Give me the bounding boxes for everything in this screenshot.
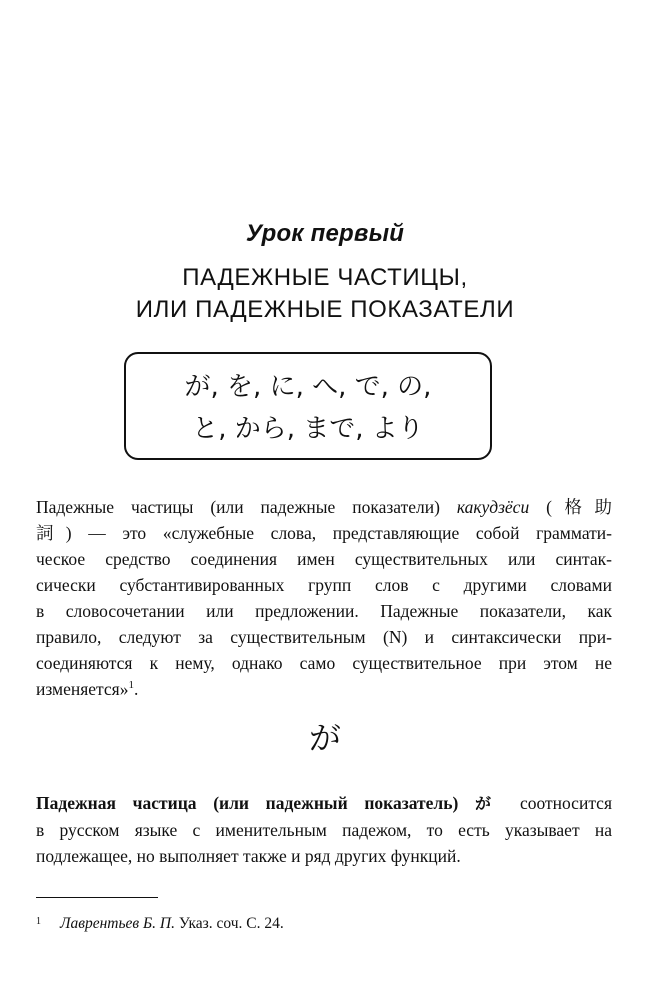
footnote-rule: [36, 897, 158, 898]
intro-line-4: сически субстантивированных групп слов с другими словами: [36, 575, 612, 595]
body-particle: が: [474, 794, 504, 813]
particles-line-1: が, を, に, へ, で, の,: [184, 372, 432, 402]
intro-text: (格助: [529, 497, 612, 517]
intro-line-6: правило, следуют за существительным (N) и синтаксически при-: [36, 627, 612, 647]
section-heading: が: [308, 719, 341, 757]
body-paragraph: [36, 790, 612, 869]
particles-box: [124, 352, 492, 460]
lesson-heading: Урок первый: [245, 220, 405, 247]
intro-line-7: соединяются к нему, однако само существительное при этом не: [36, 653, 612, 673]
intro-line-5: в словосочетании или предложении. Падежные показатели, как: [36, 601, 612, 621]
intro-paragraph: [36, 494, 612, 702]
footnote-author: Лаврентьев Б. П.: [60, 915, 175, 932]
lesson-title-line-1: ПАДЕЖНЫЕ ЧАСТИЦЫ,: [182, 264, 468, 291]
intro-term: какудзёси: [456, 497, 530, 517]
intro-line-2: 詞) — это «служебные слова, представляющие собой граммати-: [36, 523, 612, 543]
particles-line-2: と, から, まで, より: [192, 414, 424, 444]
body-text: соотносится: [503, 793, 612, 813]
footnote-marker: 1: [36, 916, 41, 927]
intro-text: изменяется»: [36, 679, 129, 699]
body-line-2: в русском языке с именительным падежом, то есть указывает на: [36, 820, 612, 840]
lesson-title-line-2: ИЛИ ПАДЕЖНЫЕ ПОКАЗАТЕЛИ: [135, 296, 515, 323]
intro-text: Падежные частицы (или падежные показатели): [36, 497, 457, 517]
intro-line-1: [36, 494, 612, 520]
footnote-ref[interactable]: 1: [128, 679, 134, 692]
body-line-1: [36, 790, 612, 817]
intro-line-8: [36, 676, 612, 702]
body-line-3: подлежащее, но выполняет также и ряд других функций.: [36, 846, 461, 866]
lesson-title: [0, 262, 650, 326]
body-bold-lead: Падежная частица (или падежный показатель): [36, 793, 459, 813]
footnote: [36, 913, 612, 935]
footnote-reference: Указ. соч. С. 24.: [175, 915, 284, 932]
intro-text: .: [133, 679, 139, 699]
intro-line-3: ческое средство соединения имен существительных или синтак-: [36, 549, 612, 569]
